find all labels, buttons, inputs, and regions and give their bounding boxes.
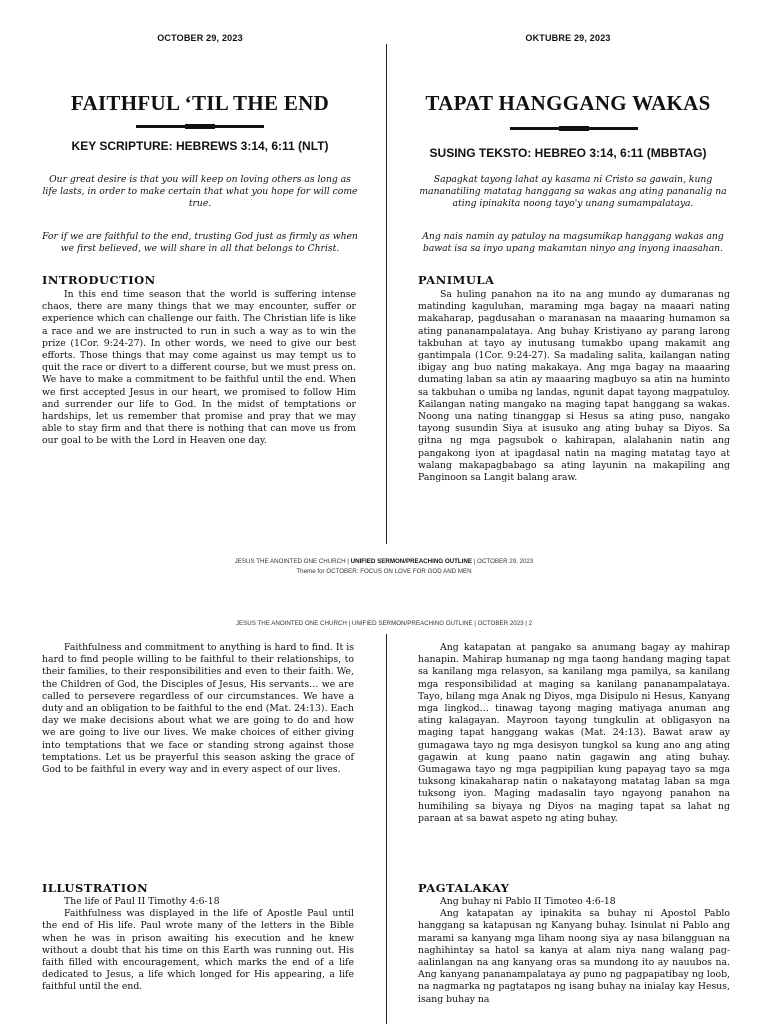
title-rule-left: [136, 125, 264, 128]
illustration-text: Faithfulness was displayed in the life of Apostle Paul until the end of His life. Paul wrote many of the letters in the Bible when he was in prison awaiting his execution and he knew without a doubt that his time on this Earth was running out. His faith filled with encouragement, which marks the end of a life dedicated to Jesus, a life which longed for His appearing, a life faithful until the end.: [42, 908, 354, 993]
key-scripture-right: SUSING TEKSTO: HEBREO 3:14, 6:11 (MBBTAG): [429, 146, 707, 160]
illustration-body: [42, 896, 354, 994]
column-divider-page1: [386, 44, 387, 544]
column-divider-page2: [386, 634, 387, 1024]
faithfulness-text: Faithfulness and commitment to anything is hard to find. It is hard to find people willing to be faithful to their relationships, to their families, to their responsibilities and even to their faith. We, the Children of God, the Disciples of Jesus, His servants… we are called to persevere regardless of our circumstances. We have a duty and an obligation to be faithful to the end (Mat. 24:13). Each day we make decisions about what we are going to do and how we are going to live our lives. We make choices of either giving into temptations that we face or standing strong against those temptations. Let us be prayerful this season asking the grace of God to be faithful in every way and in every aspect of our lives.: [42, 642, 354, 776]
pagtalakay-subtitle: Ang buhay ni Pablo II Timoteo 4:6-18: [440, 896, 616, 907]
page-title-left: FAITHFUL ‘TIL THE END: [70, 91, 330, 115]
scripture-quote-2-right: Ang nais namin ay patuloy na magsumikap hanggang wakas ang bawat isa sa inyo upang makamtan ninyo ang inyong inaasahan.: [422, 231, 724, 254]
panimula-text: Sa huling panahon na ito na ang mundo ay dumaranas ng matinding kaguluhan, maraming mga bagay na maaari nating makaharap, pagdusahan o maranasan na maaaring humamon sa ating pananampalataya. Ang buhay Kristiyano ay parang larong takbuhan at tayo ay inutusang tumakbo upang makamit ang gantimpala (1Cor. 9:24-27). Sa madaling salita, kailangan nating ibigay ang buo nating makakaya. Ang mga bagay na maaaring dumating laban sa atin ay maaaring magbuyo sa atin na huminto sa takbuhan o umiba ng landas, ngunit dapat tayong magpatuloy. Kailangan nating mangako na maging tapat hanggang sa wakas. Noong una nating tinanggap si Hesus sa ating puso, nangako tayong susundin Siya at isusuko ang ating buhay sa Diyos. Sa gitna ng mga pagsubok o kahirapan, alalahanin natin ang pangakong iyon at ipagdasal natin na maging matatag tayo at walang makapagbabago sa ating layunin na makapiling ang Panginoon sa Langit balang araw.: [418, 289, 730, 484]
scripture-quote-1-right: Sapagkat tayong lahat ay kasama ni Cristo sa gawain, kung mananatiling matatag hanggang sa wakas ang ating pananalig na ating ipinakita noong tayo'y unang sumampalataya.: [419, 174, 727, 209]
faithfulness-paragraph: [42, 642, 354, 776]
introduction-paragraph: [42, 289, 356, 448]
pagtalakay-text: Ang katapatan ay ipinakita sa buhay ni Apostol Pablo hanggang sa katapusan ng Kanyang buhay. Isinulat ni Pablo ang marami sa kanyang mga liham noong siya ay nasa bilangguan na naghihintay sa hatol sa kanya at alam niya nang walang pag-aalinlangan na ang kanyang oras sa mundong ito ay nauubos na. Ang kanyang pananampalataya ay puno ng pagpapatibay ng loob, na nagmarka ng pagtatapos ng isang buhay na inialay kay Hesus, isang buhay na: [418, 908, 730, 1005]
pagtalakay-body: [418, 896, 730, 1024]
panimula-paragraph: [418, 289, 730, 484]
page2-header: JESUS THE ANOINTED ONE CHURCH | UNIFIED SERMON/PREACHING OUTLINE | OCTOBER 2023 | 2: [235, 620, 533, 627]
title-rule-right: [510, 127, 638, 130]
date-right: OKTUBRE 29, 2023: [525, 33, 611, 43]
section-heading-pagtalakay: PAGTALAKAY: [418, 881, 510, 895]
footer-church: JESUS THE ANOINTED ONE CHURCH |: [234, 558, 349, 565]
date-left: OCTOBER 29, 2023: [157, 33, 243, 43]
page-title-right: TAPAT HANGGANG WAKAS: [425, 91, 711, 115]
scripture-quote-2-left: For if we are faithful to the end, trusting God just as firmly as when we first believed, we will share in all that belongs to Christ.: [42, 231, 358, 254]
illustration-subtitle: The life of Paul II Timothy 4:6-18: [64, 896, 220, 907]
page1-footer-theme: Theme for OCTOBER: FOCUS ON LOVE FOR GOD AND MEN: [296, 568, 472, 575]
footer-date: | OCTOBER 29, 2023: [473, 558, 534, 565]
page1-footer: [0, 558, 768, 565]
footer-outline-title: UNIFIED SERMON/PREACHING OUTLINE: [350, 558, 472, 565]
introduction-text: In this end time season that the world is suffering intense chaos, there are many things that we may encounter, suffer or experience which can challenge our faith. The Christian life is like a race and we are instructed to run in such a way as to win the prize (1Cor. 9:24-27). In other words, we need to give our best efforts. Those things that may come against us may tempt us to quit the race or divert to a different course, but we must press on. We have to make a commitment to be faithful until the end. When we first accepted Jesus in our heart, we promised to follow Him and surrender our life to God. In the midst of temptations or hardships, let us remember that promise and pray that we may able to stay firm and that there is nothing that can move us from our goal to be with the Lord in Heaven one day.: [42, 289, 356, 447]
katapatan-paragraph: [418, 642, 730, 825]
section-heading-introduction: INTRODUCTION: [42, 273, 156, 287]
key-scripture-left: KEY SCRIPTURE: HEBREWS 3:14, 6:11 (NLT): [71, 139, 329, 153]
scripture-quote-1-left: Our great desire is that you will keep on loving others as long as life lasts, in order to make certain that what you hope for will come true.: [42, 174, 358, 209]
katapatan-text: Ang katapatan at pangako sa anumang bagay ay mahirap hanapin. Mahirap humanap ng mga taong handang maging tapat sa kanilang mga relasyon, sa kanilang mga pamilya, sa kanilang mga responsibilidad at maging sa kanilang pananampalataya. Tayo, bilang mga Anak ng Diyos, mga Disipulo ni Hesus, Kanyang mga lingkod… tinawag tayong maging matiyaga anuman ang ating kalagayan. Mayroon tayong tungkulin at obligasyon na maging tapat hanggang wakas (Mat. 24:13). Bawat araw ay gumagawa tayo ng mga desisyon tungkol sa kung ano ang ating gagawin at kung paano natin gagawin ang ating buhay. Gumagawa tayo ng mga pagpipilian kung papayag tayo sa mga tuksong kinakaharap natin o nakatayong matatag laban sa mga tuksong iyon. Maging madasalin tayo ngayong panahon na humihiling sa biyaya ng Diyos na maging tapat sa lahat ng paraan at sa bawat aspeto ng ating buhay.: [418, 642, 730, 824]
section-heading-panimula: PANIMULA: [418, 273, 495, 287]
section-heading-illustration: ILLUSTRATION: [42, 881, 149, 895]
